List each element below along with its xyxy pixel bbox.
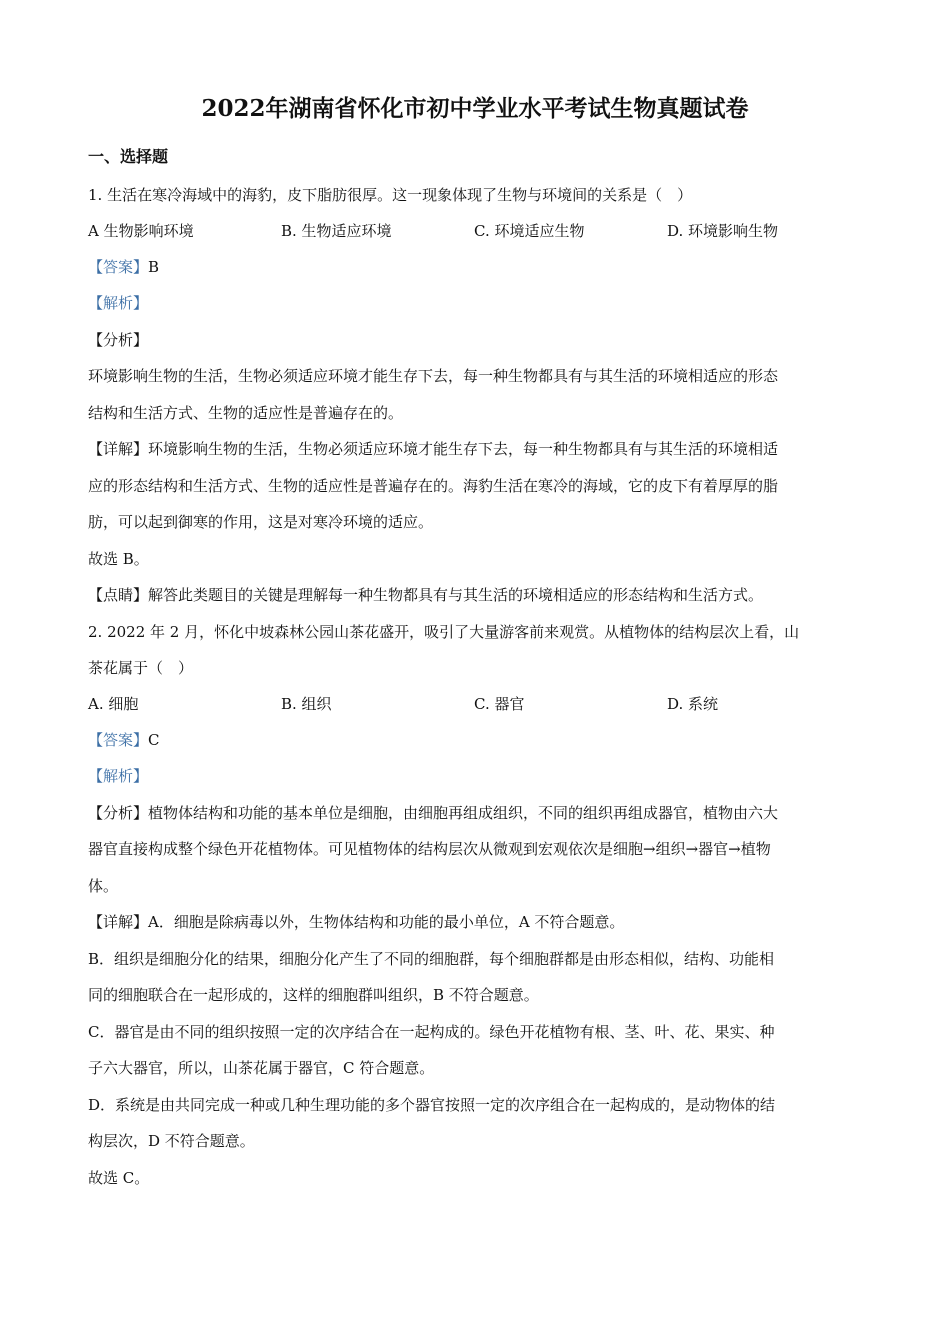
q1-answer-value: B <box>148 257 160 276</box>
answer-tag: 【答案】 <box>88 730 149 749</box>
q1-choice: 故选 B。 <box>88 549 149 568</box>
q1-remark: 【点睛】解答此类题目的关键是理解每一种生物都具有与其生活的环境相适应的形态结构和生活方式。 <box>88 586 764 604</box>
q2-detail-line: 【详解】A．细胞是除病毒以外，生物体结构和功能的最小单位，A 不符合题意。 <box>88 913 625 931</box>
q1-analysis-tag: 【解析】 <box>88 294 149 312</box>
q2-answer <box>88 722 860 759</box>
q2-detail-line: D．系统是由共同完成一种或几种生理功能的多个器官按照一定的次序组合在一起构成的，是动物体的结 <box>88 1095 776 1114</box>
q1-detail-line: 肪，可以起到御寒的作用，这是对寒冷环境的适应。 <box>88 513 434 531</box>
q1-option-a: A 生物影响环境 <box>88 221 194 240</box>
q2-fenxi-line: 【分析】植物体结构和功能的基本单位是细胞，由细胞再组成组织，不同的组织再组成器官，植物由六大 <box>88 803 779 822</box>
q2-choice: 故选 C。 <box>88 1168 150 1187</box>
page-title: 2022年湖南省怀化市初中学业水平考试生物真题试卷 <box>201 95 749 122</box>
q2-stem-line: 茶花属于（ ） <box>88 659 194 677</box>
q1-option-d: D. 环境影响生物 <box>667 221 779 240</box>
q2-detail-line: B．组织是细胞分化的结果，细胞分化产生了不同的细胞群，每个细胞群都是由形态相似，结构、功能相 <box>88 949 775 968</box>
q1-stem: 1. 生活在寒冷海域中的海豹，皮下脂肪很厚。这一现象体现了生物与环境间的关系是（ ） <box>88 186 693 204</box>
q1-detail-line: 【详解】环境影响生物的生活，生物必须适应环境才能生存下去，每一种生物都具有与其生活的环境相适 <box>88 440 779 458</box>
q2-stem-line: 2. 2022 年 2 月，怀化中坡森林公园山茶花盛开，吸引了大量游客前来观赏。从植物体的结构层次上看，山 <box>88 622 800 641</box>
q1-answer <box>88 249 860 286</box>
q1-option-c: C. 环境适应生物 <box>474 221 585 240</box>
q2-answer-value: C <box>148 730 160 749</box>
q1-fenxi-line: 结构和生活方式、生物的适应性是普遍存在的。 <box>88 403 404 422</box>
q2-detail-line: 同的细胞联合在一起形成的，这样的细胞群叫组织，B 不符合题意。 <box>88 986 539 1004</box>
q1-options <box>88 214 860 249</box>
q2-detail-line: C．器官是由不同的组织按照一定的次序结合在一起构成的。绿色开花植物有根、茎、叶、花、果实、种 <box>88 1022 775 1041</box>
q2-detail-line: 子六大器官，所以，山茶花属于器官，C 符合题意。 <box>88 1059 435 1077</box>
q1-fenxi-line: 环境影响生物的生活，生物必须适应环境才能生存下去，每一种生物都具有与其生活的环境相适应的形态 <box>88 367 779 385</box>
q1-detail-line: 应的形态结构和生活方式、生物的适应性是普遍存在的。海豹生活在寒冷的海域，它的皮下有着厚厚的脂 <box>88 476 779 495</box>
document-body <box>88 146 860 1196</box>
q2-options <box>88 687 860 722</box>
q2-detail-line: 构层次，D 不符合题意。 <box>88 1132 255 1150</box>
section-heading: 一、选择题 <box>88 147 169 166</box>
q2-option-a: A. 细胞 <box>88 694 139 713</box>
q2-fenxi-line: 器官直接构成整个绿色开花植物体。可见植物体的结构层次从微观到宏观依次是细胞→组织→器官→植物 <box>88 840 771 858</box>
q2-fenxi-line: 体。 <box>88 876 119 895</box>
q1-option-b: B. 生物适应环境 <box>281 221 392 240</box>
answer-tag: 【答案】 <box>88 257 149 276</box>
q2-option-d: D. 系统 <box>667 694 719 713</box>
q2-option-c: C. 器官 <box>474 694 525 713</box>
q2-option-b: B. 组织 <box>281 694 332 713</box>
q2-analysis-tag: 【解析】 <box>88 767 149 785</box>
q1-fenxi-label: 【分析】 <box>88 330 149 349</box>
